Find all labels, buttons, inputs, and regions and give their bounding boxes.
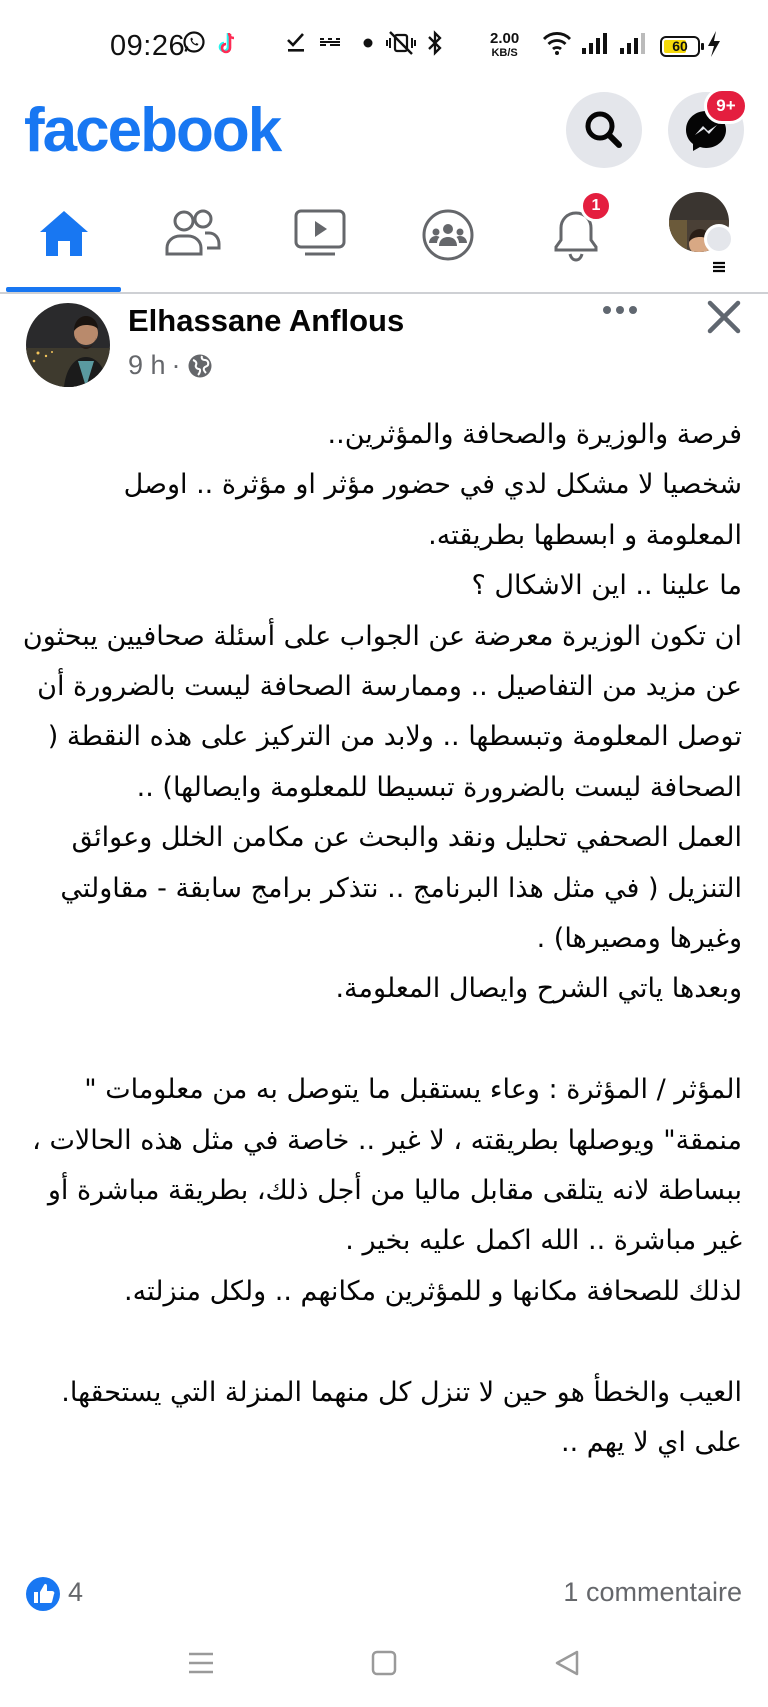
post-meta	[128, 350, 213, 381]
close-icon[interactable]	[705, 298, 743, 336]
watch-icon	[293, 208, 347, 258]
wifi-icon	[542, 30, 572, 56]
globe-icon	[187, 353, 213, 379]
reactions-count[interactable]: 4	[68, 1577, 84, 1607]
main-nav	[0, 180, 768, 294]
paragraph-gap	[22, 1317, 742, 1367]
whatsapp-icon	[182, 30, 206, 54]
comments-count[interactable]: 1 commentaire	[563, 1577, 742, 1607]
menu-lines-icon	[707, 255, 731, 279]
post-paragraph: العيب والخطأ هو حين لا تنزل كل منهما المنزلة التي يستحقها.	[61, 1376, 742, 1408]
status-time: 09:26	[110, 30, 186, 62]
messenger-button[interactable]	[668, 92, 744, 168]
post-paragraph: على اي لا يهم ..	[560, 1427, 742, 1459]
active-tab-indicator	[6, 287, 121, 292]
back-triangle-icon[interactable]	[552, 1648, 582, 1678]
home-square-icon[interactable]	[369, 1648, 399, 1678]
more-options-icon[interactable]	[600, 300, 640, 320]
author-photo-icon	[26, 303, 110, 387]
menu-overlay-button	[704, 224, 734, 254]
mute-vibrate-icon	[386, 30, 416, 56]
post-time[interactable]: 9 h	[128, 350, 166, 380]
bluetooth-icon	[426, 30, 444, 56]
dot-icon	[362, 30, 374, 54]
menu-lines-icon[interactable]	[186, 1648, 216, 1678]
post-paragraph: وبعدها ياتي الشرح وايصال المعلومة.	[335, 973, 742, 1005]
tab-groups[interactable]	[384, 180, 512, 290]
post-paragraph: فرصة والوزيرة والصحافة والمؤثرين..	[327, 419, 742, 450]
tiktok-icon	[216, 30, 240, 56]
search-icon	[566, 92, 642, 168]
system-navigation	[0, 1630, 768, 1707]
post-paragraph: شخصيا لا مشكل لدي في حضور مؤثر او مؤثرة .. اوصل المعلومة و ابسطها بطريقته.	[123, 469, 742, 551]
author-avatar[interactable]	[26, 303, 110, 387]
tab-notifications[interactable]	[512, 180, 640, 290]
paragraph-gap	[22, 1015, 742, 1065]
battery-level: 60	[672, 38, 688, 54]
post-paragraph: العمل الصحفي تحليل ونقد والبحث عن مكامن الخلل وعوائق التنزيل ( في مثل هذا البرنامج .. نتذكر برامج سابقة - مقاولتي وغيرها ومصيرها) .	[60, 822, 742, 955]
post-paragraph: لذلك للصحافة مكانها و للمؤثرين مكانهم .. ولكل منزلته.	[124, 1275, 742, 1307]
net-speed-unit: KB/S	[491, 47, 518, 59]
search-button[interactable]	[566, 92, 642, 168]
battery-icon	[660, 36, 700, 57]
notification-badge: 1	[580, 190, 612, 222]
tab-watch[interactable]	[256, 180, 384, 290]
like-reaction-icon[interactable]	[26, 1577, 60, 1611]
net-speed-value: 2.00	[490, 30, 520, 47]
check-icon	[285, 30, 307, 54]
thumbs-up-icon	[26, 1577, 60, 1611]
signal-icon	[580, 30, 610, 56]
tab-menu[interactable]	[640, 180, 768, 290]
post-text	[22, 410, 742, 1469]
status-bar	[0, 0, 768, 96]
carrier-icon	[318, 30, 342, 54]
messenger-badge: 9+	[704, 88, 748, 124]
charging-icon	[706, 30, 722, 58]
post-paragraph: المؤثر / المؤثرة : وعاء يستقبل ما يتوصل به من معلومات " منمقة" ويوصلها بطريقته ، لا غير .. خاصة في مثل هذه الحالات ، ببساطة لانه يتلقى مقابل ماليا من أجل ذلك، بطريقة مباشرة أو غير مباشرة .. الله اكمل عليه بخير .	[32, 1074, 742, 1257]
post-paragraph: ما علينا .. اين الاشكال ؟	[471, 570, 742, 602]
signal-icon	[618, 30, 648, 56]
home-icon	[36, 208, 92, 260]
meta-separator: ·	[171, 350, 181, 380]
facebook-logo[interactable]: facebook	[24, 96, 281, 165]
post-paragraph: ان تكون الوزيرة معرضة عن الجواب على أسئلة صحافيين يبحثون عن مزيد من التفاصيل .. وممارسة الصحافة ليست بالضرورة أن توصل المعلومة وتبسطها .. ولابد من التركيز على هذه النقطة ( الصحافة ليست بالضرورة تبسيطا للمعلومة وايصالها) ..	[22, 620, 742, 803]
friends-icon	[163, 208, 221, 258]
tab-friends[interactable]	[128, 180, 256, 290]
post-author-name[interactable]: Elhassane Anflous	[128, 303, 405, 338]
groups-icon	[421, 208, 475, 262]
net-speed	[490, 32, 519, 60]
tab-home[interactable]	[0, 180, 128, 290]
